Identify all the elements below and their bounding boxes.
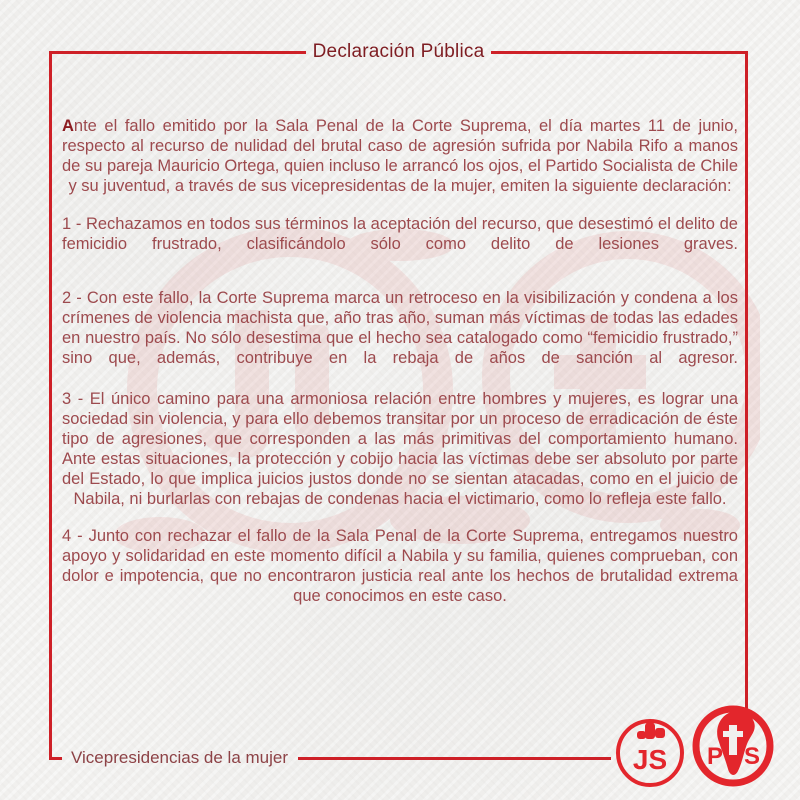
point-4-paragraph: 4 - Junto con rechazar el fallo de la Sala Penal de la Corte Suprema, entregamos nuestro apoyo y solidaridad en este momento difícil a Nabila y su familia, quienes comprueban, con dolor e impotencia, que no encontraron justicia real ante los hechos de brutalidad extrema que conocimos en este caso. [62,527,738,605]
frame-bottom-border [49,746,611,770]
ps-logo-icon [690,703,776,789]
js-logo-letters: JS [632,744,668,775]
point-2-paragraph: 2 - Con este fallo, la Corte Suprema marca un retroceso en la visibilización y condena a los crímenes de violencia machista que, año tras año, suman más víctimas de todas las edades en nuestro país. No sólo desestima que el hecho sea catalogado como “femicidio frustrado,” sino que, además, contribuye en la rebaja de años de sanción al agresor. [62,289,738,367]
frame-bottom-line [298,757,611,760]
juventud-socialista-logo [613,713,687,789]
frame-left-border [49,51,52,758]
frame-top-border [49,42,748,62]
page-title: Declaración Pública [312,41,485,62]
js-logo-icon [613,713,687,789]
declaration-body [62,116,738,606]
frame-top-line-right [491,51,748,54]
frame-top-line-left [49,51,306,54]
intro-paragraph [62,116,738,196]
intro-lead-letter: A [62,117,74,135]
frame-bottom-corner-segment [49,757,62,760]
ps-logo-letter-s: S [743,743,761,770]
frame-right-border [745,51,748,735]
partido-socialista-logo [690,703,776,789]
intro-text: nte el fallo emitido por la Sala Penal de la Corte Suprema, el día martes 11 de junio, respecto al recurso de nulidad del brutal caso de agresión sufrida por Nabila Rifo a manos de su pareja Mauricio Ortega, quien incluso le arrancó los ojos, el Partido Socialista de Chile y su juventud, a través de sus vicepresidentas de la mujer, emiten la siguiente declaración: [62,117,738,195]
ps-logo-letter-p: P [706,743,724,770]
point-3-paragraph: 3 - El único camino para una armoniosa relación entre hombres y mujeres, es lograr una sociedad sin violencia, y para ello debemos transitar por un proceso de erradicación de éste tipo de agresiones, que corresponden a las más primitivas del comportamiento humano. Ante estas situaciones, la protección y cobijo hacia las víctimas debe ser absoluto por parte del Estado, lo que implica juicios justos donde no se sientan atacadas, como en el juicio de Nabila, ni burlarlas con rebajas de condenas hacia el victimario, como lo refleja este fallo. [62,390,738,508]
signature-text: Vicepresidencias de la mujer [71,748,289,767]
point-1-paragraph: 1 - Rechazamos en todos sus términos la aceptación del recurso, que desestimó el delito de femicidio frustrado, clasificándolo sólo como delito de lesiones graves. [62,215,738,253]
